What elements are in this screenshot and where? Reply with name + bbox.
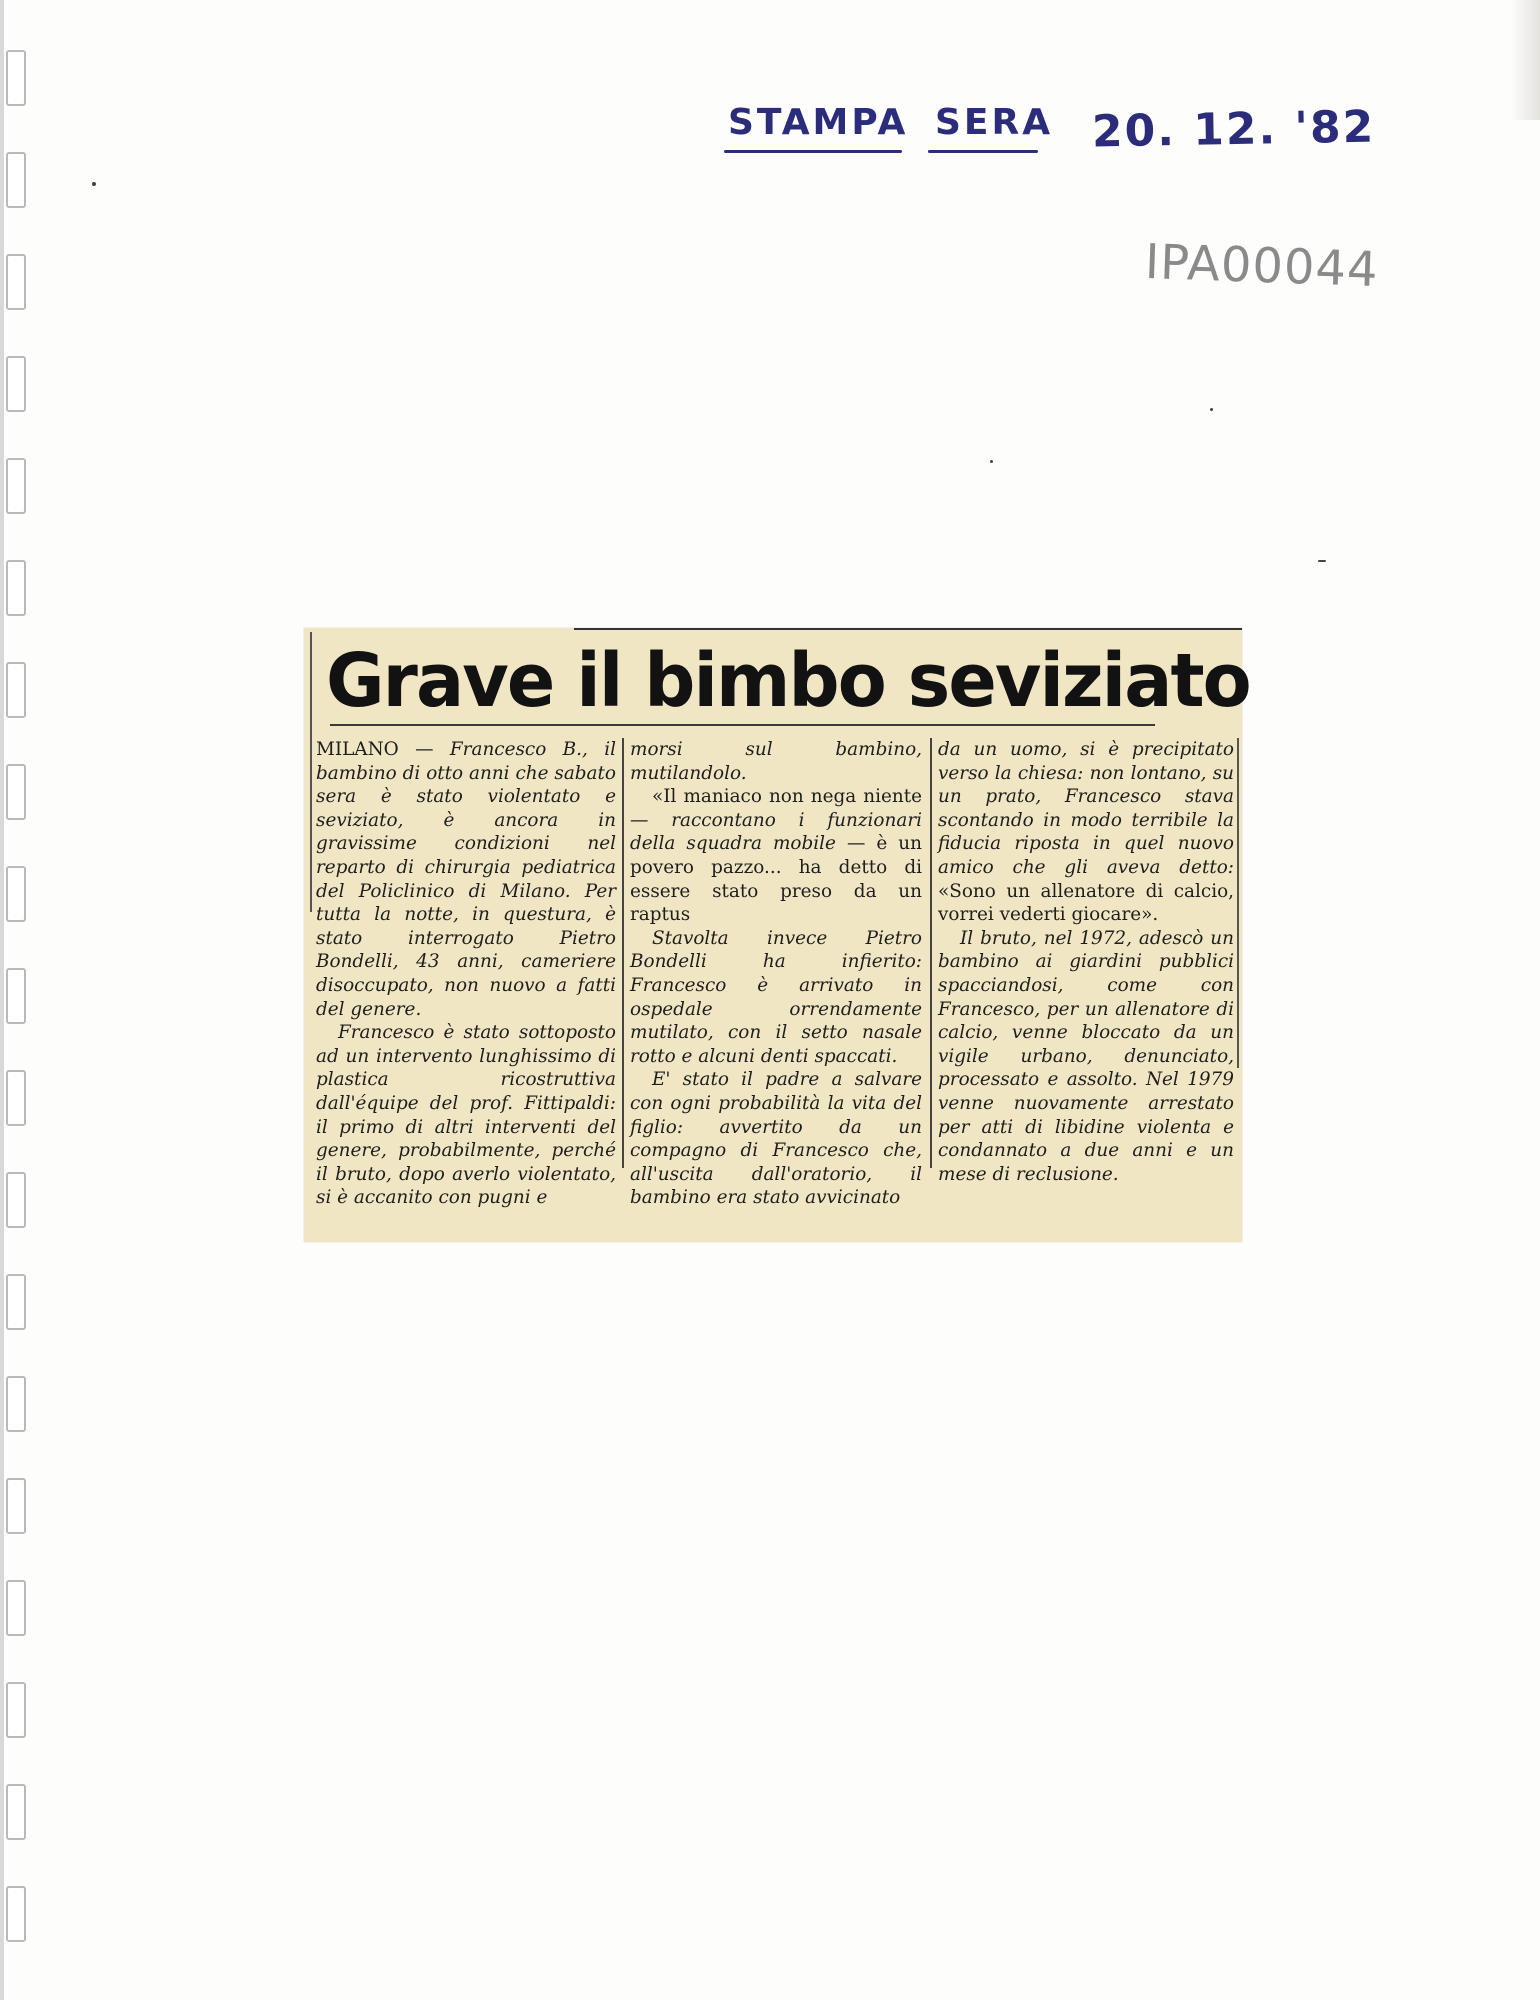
paragraph: Il bruto, nel 1972, adescò un bambino ai giardini pubblici spacciandosi, come con Francesco, per un allenatore di calcio, venne bloccato da un vigile urbano, denunciato, processato e assolto. Nel 1979 venne nuovamente arrestato per atti di libidine violenta e condannato a due anni e un mese di reclusione. bbox=[938, 927, 1234, 1185]
paragraph bbox=[316, 738, 616, 1021]
dateline: MILANO — bbox=[316, 739, 450, 760]
handwritten-source-word1: STAMPA bbox=[728, 102, 909, 143]
newspaper-clipping bbox=[304, 628, 1250, 1242]
archive-code: IPA00044 bbox=[1144, 233, 1380, 299]
handwritten-source-word2: SERA bbox=[935, 102, 1054, 143]
speck bbox=[990, 460, 993, 463]
paragraph bbox=[630, 785, 922, 927]
column-rule bbox=[930, 738, 932, 1168]
binder-hole bbox=[6, 254, 26, 310]
binder-hole bbox=[6, 560, 26, 616]
speck bbox=[92, 182, 96, 186]
paragraph: Stavolta invece Pietro Bondelli ha infierito: Francesco è arrivato in ospedale orrendamente mutilato, con il setto nasale rotto e alcuni denti spaccati. bbox=[630, 927, 922, 1067]
page-corner-shadow bbox=[1510, 0, 1540, 120]
binder-hole bbox=[6, 662, 26, 718]
binder-hole bbox=[6, 1478, 26, 1534]
underline bbox=[724, 150, 902, 153]
clipping-right-rule bbox=[1237, 738, 1239, 1068]
binder-hole bbox=[6, 1376, 26, 1432]
binder-hole bbox=[6, 1784, 26, 1840]
article-column-2 bbox=[630, 738, 922, 1210]
handwritten-date: 20. 12. '82 bbox=[1091, 101, 1376, 158]
paragraph: morsi sul bambino, mutilandolo. bbox=[630, 739, 922, 784]
paragraph: Francesco è stato sottoposto ad un intervento lunghissimo di plastica ricostruttiva dall'équipe del prof. Fittipaldi: il primo di altri interventi del genere, probabilmente, perché il bruto, dopo averlo violentato, si è accanito con pugni e bbox=[316, 1022, 616, 1209]
binder-hole bbox=[6, 1070, 26, 1126]
paragraph-text: Francesco B., il bambino di otto anni che sabato sera è stato violentato e seviziato, è ancora in gravissime condizioni nel reparto di chirurgia pediatrica del Policlinico di Milano. Per tutta la notte, in questura, è stato interrogato Pietro Bondelli, 43 anni, cameriere disoccupato, non nuovo a fatti del genere. bbox=[316, 739, 617, 1020]
binder-hole bbox=[6, 1172, 26, 1228]
speck bbox=[1318, 560, 1326, 562]
paragraph-text: raccontano i funzionari della squadra mobile bbox=[630, 809, 922, 855]
binder-holes bbox=[6, 50, 30, 1950]
binder-hole bbox=[6, 50, 26, 106]
quote-text: «Sono un allenatore di calcio, vorrei vederti giocare». bbox=[938, 880, 1234, 926]
column-rule bbox=[622, 738, 624, 1168]
underline bbox=[928, 150, 1038, 153]
binder-hole bbox=[6, 458, 26, 514]
paragraph-text: da un uomo, si è precipitato verso la chiesa: non lontano, su un prato, Francesco stava scontando in modo terribile la fiducia riposta in quel nuovo amico che gli aveva detto: bbox=[938, 739, 1234, 878]
headline-rule bbox=[330, 724, 1155, 726]
binder-hole bbox=[6, 968, 26, 1024]
page-edge bbox=[0, 0, 4, 2000]
binder-hole bbox=[6, 1274, 26, 1330]
article-column-3 bbox=[938, 738, 1234, 1186]
binder-hole bbox=[6, 356, 26, 412]
binder-hole bbox=[6, 1682, 26, 1738]
binder-hole bbox=[6, 152, 26, 208]
binder-hole bbox=[6, 1580, 26, 1636]
speck bbox=[1210, 408, 1213, 411]
clipping-left-rule bbox=[310, 632, 312, 912]
article-column-1 bbox=[316, 738, 616, 1210]
binder-hole bbox=[6, 764, 26, 820]
clipping-top-rule bbox=[574, 628, 1242, 630]
binder-hole bbox=[6, 1886, 26, 1942]
paragraph bbox=[938, 738, 1234, 927]
headline: Grave il bimbo seviziato bbox=[326, 638, 1250, 724]
quote-text: «Il maniaco non nega niente — bbox=[630, 786, 922, 831]
paragraph: E' stato il padre a salvare con ogni probabilità la vita del figlio: avvertito da un compagno di Francesco che, all'uscita dall'oratorio, il bambino era stato avvicinato bbox=[630, 1069, 922, 1209]
quote-text: — è un povero pazzo... ha detto di essere stato preso da un raptus bbox=[630, 833, 922, 926]
binder-hole bbox=[6, 866, 26, 922]
